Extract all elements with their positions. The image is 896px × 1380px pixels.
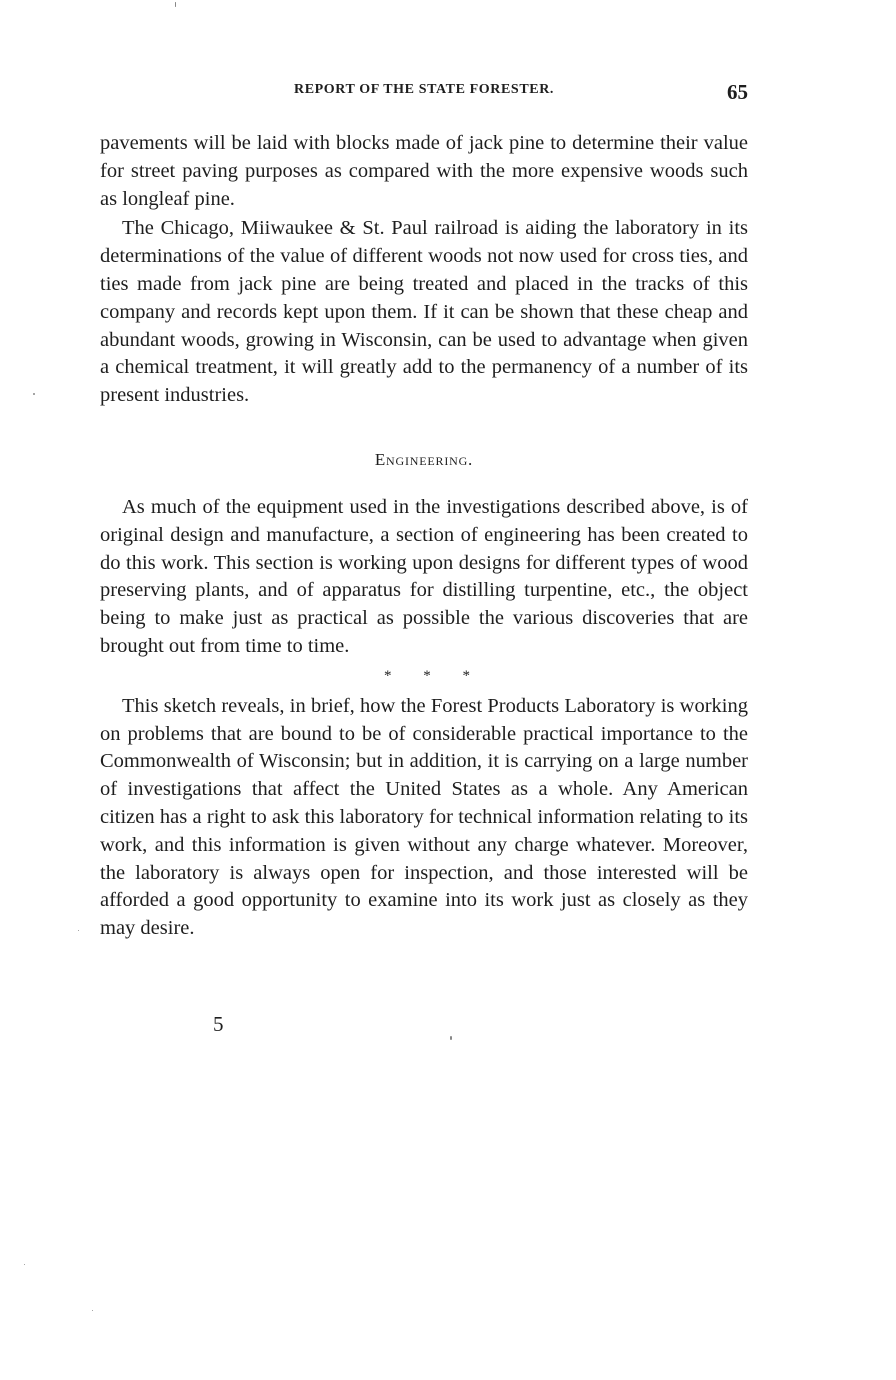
page-body: [100, 130, 748, 943]
scan-speck: [175, 2, 176, 7]
section-separator: * * *: [384, 667, 470, 684]
section-heading: Engineering.: [374, 449, 474, 469]
paragraph-railroad: The Chicago, Miiwaukee & St. Paul railroad is aiding the laboratory in its determinations of the value of different woods not now used for cross ties, and ties made from jack pine are being treated and placed in the tracks of this company and records kept upon them. If it can be shown that these cheap and abundant woods, growing in Wisconsin, can be used to advantage when given a chemical treatment, it will greatly add to the permanency of a number of its present industries.: [100, 217, 748, 407]
paragraph-summary: This sketch reveals, in brief, how the Forest Products Laboratory is working on problems that are bound to be of considerable practical importance to the Commonwealth of Wisconsin; but in addition, it is carrying on a large number of investigations that affect the United States as a whole. Any American citizen has a right to ask this laboratory for technical information relating to its work, and this information is given without any charge whatever. Moreover, the laboratory is always open for inspection, and those interested will be afforded a good opportunity to examine into its work just as closely as they may desire.: [100, 694, 748, 940]
page-number: 65: [727, 80, 748, 104]
scan-speck: [24, 1264, 25, 1265]
running-head: REPORT OF THE STATE FORESTER.: [293, 82, 555, 97]
scan-speck: [92, 1310, 93, 1311]
scan-speck: [33, 393, 35, 395]
scan-speck: [78, 930, 79, 931]
page-header: [100, 80, 748, 104]
paragraph-engineering: As much of the equipment used in the investigations described above, is of original design and manufacture, a section of engineering has been created to do this work. This section is working upon designs for different types of wood preserving plants, and of apparatus for distilling turpentine, etc., the object being to make just as practical as possible the various discoveries that are brought out from time to time.: [100, 495, 748, 657]
scan-speck: [450, 1036, 452, 1040]
paragraph-continued: pavements will be laid with blocks made of jack pine to determine their value for street paving purposes as compared with the more expensive woods such as longleaf pine.: [100, 132, 748, 210]
signature-mark: 5: [213, 1012, 224, 1036]
